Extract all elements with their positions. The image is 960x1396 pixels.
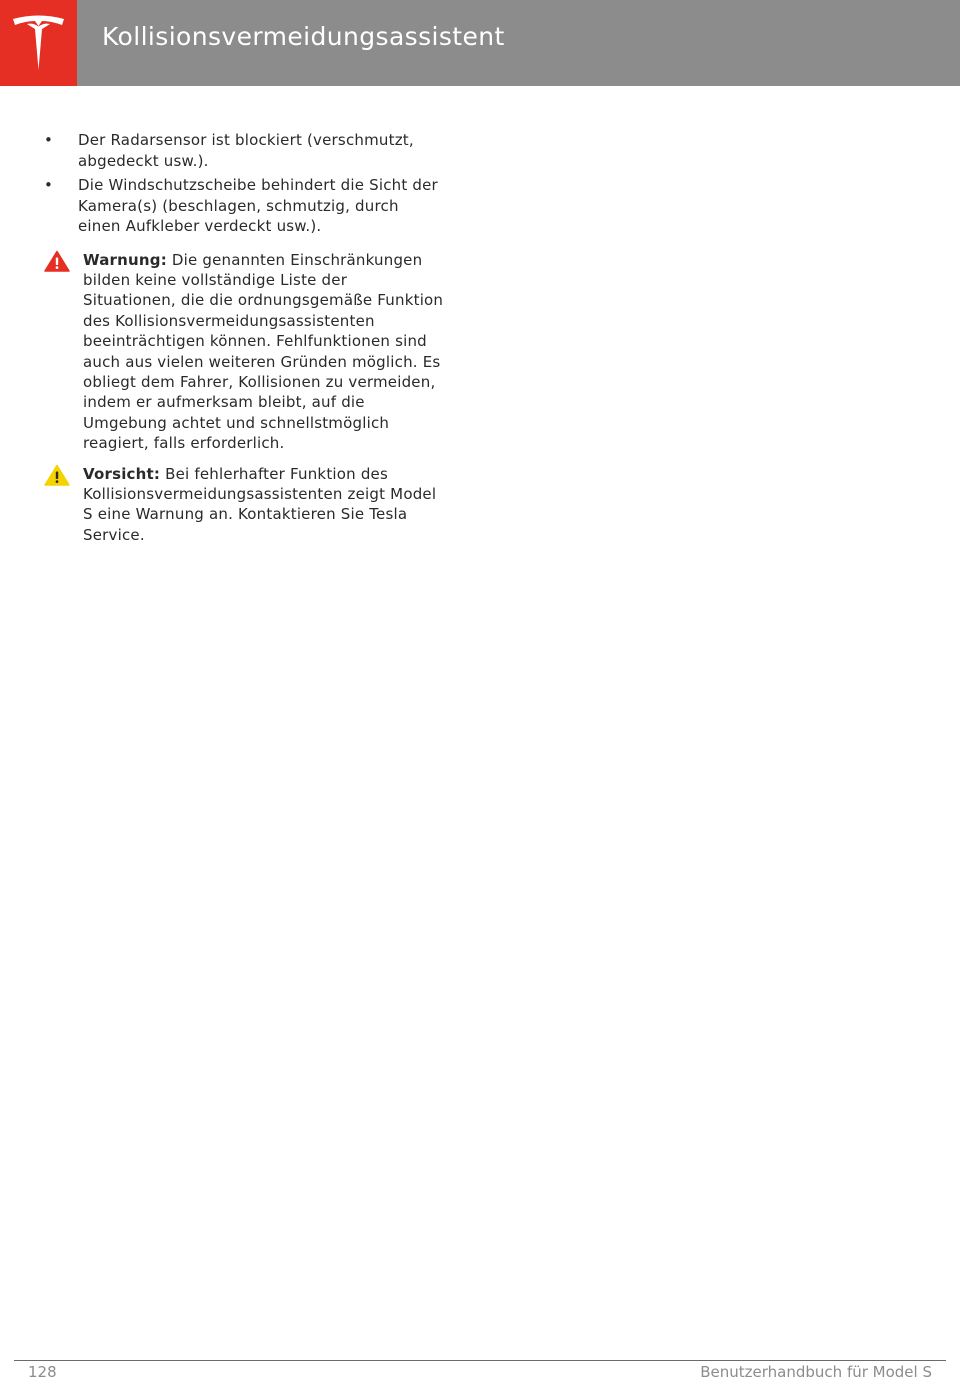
caution-triangle-icon — [44, 464, 70, 486]
tesla-logo-icon — [11, 14, 66, 72]
page-number: 128 — [28, 1363, 57, 1381]
header-bar — [0, 0, 960, 86]
warning-notice — [44, 250, 444, 454]
list-item-text: Der Radarsensor ist blockiert (verschmutzt, abgedeckt usw.). — [78, 131, 414, 170]
bullet-icon: • — [44, 176, 54, 194]
warning-triangle-icon — [44, 250, 70, 272]
bullet-list — [44, 130, 444, 237]
caution-notice — [44, 464, 444, 546]
manual-title: Benutzerhandbuch für Model S — [700, 1363, 932, 1381]
list-item-text: Die Windschutzscheibe behindert die Sicht der Kamera(s) (beschlagen, schmutzig, durch einen Aufkleber verdeckt usw.). — [78, 176, 438, 235]
main-content — [44, 130, 444, 545]
caution-label: Vorsicht: — [83, 464, 161, 483]
caution-text: Bei fehlerhafter Funktion des Kollisionsvermeidungsassistenten zeigt Model S eine Warnung an. Kontaktieren Sie Tesla Service. — [83, 464, 437, 544]
bullet-icon: • — [44, 131, 54, 149]
list-item — [44, 175, 444, 237]
warning-text: Die genannten Einschränkungen bilden keine vollständige Liste der Situationen, die die ordnungsgemäße Funktion des Kollisionsvermeidungsassistenten beeinträchtigen können. Fehlfunktionen sind auch aus vielen weiteren Gründen möglich. Es obliegt dem Fahrer, Kollisionen zu vermeiden, indem er aufmerksam bleibt, auf die Umgebung achtet und schnellstmöglich reagiert, falls erforderlich. — [83, 250, 444, 453]
logo-box — [0, 0, 77, 86]
page-title: Kollisionsvermeidungsassistent — [102, 22, 505, 51]
warning-label: Warnung: — [83, 250, 167, 269]
list-item — [44, 130, 444, 171]
footer-divider — [14, 1360, 946, 1361]
